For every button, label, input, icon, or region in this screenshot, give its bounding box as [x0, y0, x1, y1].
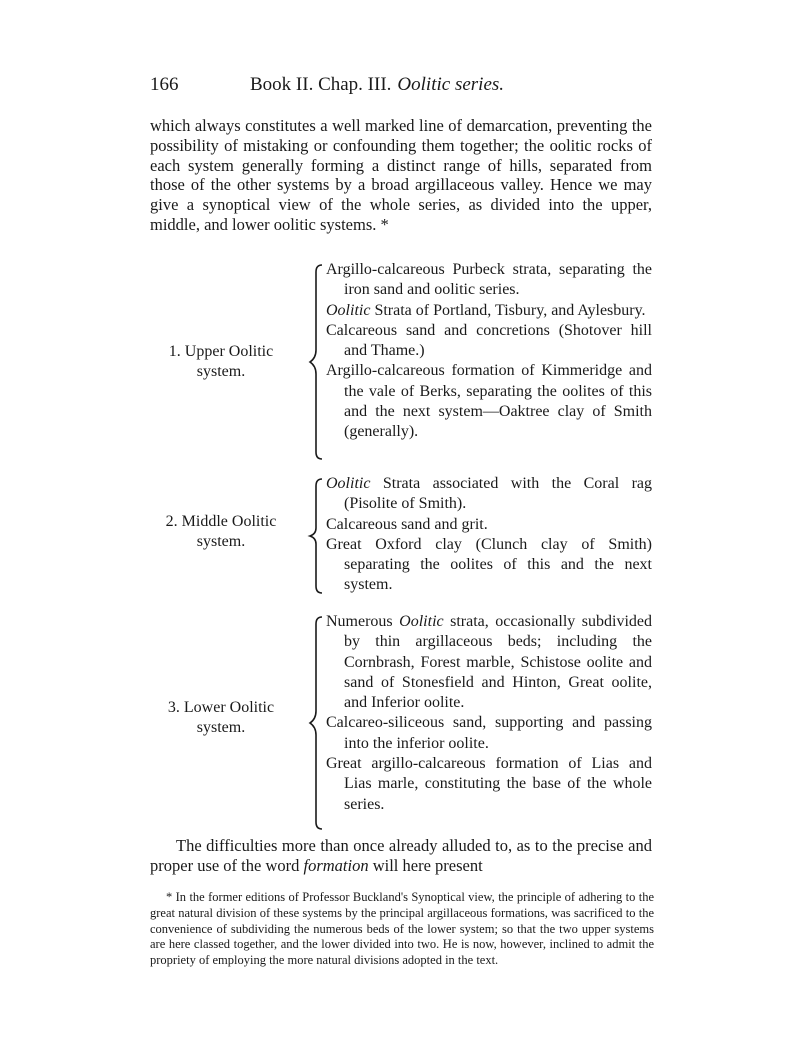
- upper-oolitic-system: [140, 260, 660, 460]
- entry-text: Calcareous sand and concretions (Shotover hill and Thame.): [326, 321, 652, 360]
- strata-entry: [326, 535, 652, 596]
- strata-list: [326, 474, 652, 596]
- strata-entry: [326, 713, 652, 754]
- footnote: * In the former editions of Professor Buckland's Synoptical view, the principle of adhering to the great natural division of these systems by the principal argillaceous formations, was sacrificed to the convenience of subdividing the numerous beds of the lower system; so that the two upper systems are here classed together, and the lower divided into two. He is now, however, inclined to admit the propriety of employing the more natural divisions adopted in the text.: [150, 890, 654, 968]
- strata-entry: [326, 361, 652, 442]
- system-label: [140, 512, 302, 552]
- strata-entry: [326, 260, 652, 301]
- entry-text: Great Oxford clay (Clunch clay of Smith) separating the oolites of this and the next system.: [326, 535, 652, 594]
- curly-brace: [302, 262, 326, 462]
- closing-emphasis: formation: [303, 855, 369, 875]
- intro-paragraph: which always constitutes a well marked line of demarcation, preventing the possibility of mistaking or confounding them together; the oolitic rocks of each system generally forming a distinct range of hills, separated from those of the other systems by a broad argillaceous valley. Hence we may give a synoptical view of the whole series, as divided into the upper, middle, and lower oolitic systems. *: [150, 116, 652, 234]
- strata-list: [326, 612, 652, 815]
- system-label-name: 2. Middle Oolitic: [165, 513, 277, 530]
- strata-entry: [326, 301, 652, 321]
- series-title: Oolitic series.: [397, 74, 505, 95]
- closing-paragraph: [150, 836, 652, 876]
- system-label-suffix: system.: [196, 533, 246, 550]
- system-label-suffix: system.: [196, 719, 246, 736]
- curly-brace: [302, 476, 326, 596]
- system-label-name: 1. Upper Oolitic: [168, 343, 274, 360]
- lower-oolitic-system: [140, 612, 660, 830]
- entry-text: Great argillo-calcareous formation of Lias and Lias marle, constituting the base of the whole series.: [326, 755, 652, 813]
- entry-text: Calcareous sand and grit.: [326, 515, 488, 533]
- strata-entry: [326, 612, 652, 713]
- page-number: 166: [150, 74, 179, 95]
- entry-emphasis: Oolitic: [326, 301, 371, 319]
- closing-text-end: will here present: [368, 855, 483, 875]
- strata-entry: [326, 754, 652, 815]
- strata-entry: [326, 515, 652, 535]
- system-label-suffix: system.: [196, 363, 246, 380]
- strata-entry: [326, 474, 652, 515]
- curly-brace: [302, 614, 326, 832]
- book-chapter-heading: [250, 74, 504, 96]
- entry-text: strata, occasionally subdivided by thin argillaceous beds; including the Cornbrash, Forest marble, Schistose oolite and sand of Stonesfield and Hinton, Great oolite, and Inferior oolite.: [344, 613, 652, 712]
- entry-text: Strata associated with the Coral rag (Pisolite of Smith).: [344, 475, 652, 513]
- entry-text: Numerous: [326, 613, 400, 630]
- strata-entry: [326, 321, 652, 362]
- book-chapter-label: Book II. Chap. III.: [250, 74, 392, 95]
- entry-text: Strata of Portland, Tisbury, and Aylesbury.: [370, 301, 646, 319]
- entry-text: Calcareo-siliceous sand, supporting and passing into the inferior oolite.: [326, 714, 652, 752]
- middle-oolitic-system: [140, 474, 660, 596]
- entry-text: Argillo-calcareous formation of Kimmeridge and the vale of Berks, separating the oolites of this and the next system—Oaktree clay of Smith (generally).: [326, 362, 652, 441]
- system-label-name: 3. Lower Oolitic: [167, 699, 275, 716]
- entry-text: Argillo-calcareous Purbeck strata, separating the iron sand and oolitic series.: [326, 261, 652, 299]
- entry-emphasis: Oolitic: [326, 475, 371, 492]
- entry-emphasis: Oolitic: [399, 613, 444, 630]
- system-label: [140, 698, 302, 738]
- closing-text: The difficulties more than once already alluded to, as to the precise and proper use of the word: [150, 836, 652, 875]
- strata-list: [326, 260, 652, 443]
- system-label: [140, 342, 302, 382]
